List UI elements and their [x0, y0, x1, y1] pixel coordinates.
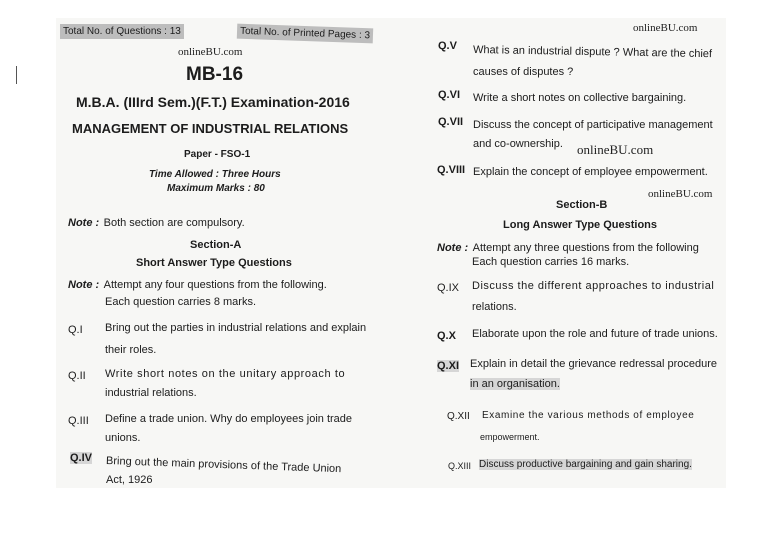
question-number: Q.II: [68, 370, 86, 382]
question-text: Elaborate upon the role and future of trade unions.: [472, 328, 718, 340]
question-number: Q.V: [438, 40, 457, 52]
section-b-title: Section-B: [556, 199, 608, 211]
general-note: [68, 213, 245, 231]
question-text: in an organisation.: [470, 378, 560, 390]
question-number: Q.XIII: [448, 461, 472, 471]
time-allowed: Time Allowed : Three Hours: [149, 169, 281, 180]
question-number: Q.XII: [447, 411, 470, 422]
question-text: Discuss productive bargaining and gain sharing.: [479, 459, 692, 470]
note-label: Note :: [437, 242, 469, 254]
subject-title: MANAGEMENT OF INDUSTRIAL RELATIONS: [72, 121, 349, 136]
question-text: Discuss the different approaches to industrial: [472, 280, 715, 292]
total-questions-label: Total No. of Questions : 13: [60, 24, 184, 39]
maximum-marks: Maximum Marks : 80: [167, 183, 265, 194]
question-number: Q.XI: [437, 360, 460, 372]
note-label: Note :: [68, 279, 100, 291]
question-text: empowerment.: [480, 432, 540, 442]
site-watermark: onlineBU.com: [633, 22, 698, 34]
question-number: Q.III: [68, 415, 89, 427]
question-number: Q.IX: [437, 282, 460, 294]
note-line: Attempt any four questions from the following.: [103, 279, 327, 291]
question-text: Write a short notes on collective bargaining.: [473, 92, 687, 104]
note-text: Both section are compulsory.: [103, 217, 245, 229]
question-text: their roles.: [105, 344, 157, 356]
note-line: Each question carries 8 marks.: [105, 296, 257, 308]
site-watermark: onlineBU.com: [648, 188, 713, 200]
question-text: relations.: [472, 301, 517, 313]
course-code: MB-16: [186, 64, 244, 85]
section-b-subtitle: Long Answer Type Questions: [503, 219, 658, 231]
note-line: Attempt any three questions from the following: [472, 242, 699, 254]
section-a-note: [68, 275, 327, 293]
note-label: Note :: [68, 217, 100, 229]
question-text: Discuss the concept of participative management: [473, 119, 713, 131]
question-number: Q.VI: [438, 89, 461, 101]
section-b-note: [437, 238, 699, 256]
note-line: Each question carries 16 marks.: [472, 256, 630, 268]
question-text: Bring out the parties in industrial relations and explain: [105, 322, 367, 334]
exam-title: M.B.A. (IIIrd Sem.)(F.T.) Examination-2016: [76, 94, 350, 110]
question-text: causes of disputes ?: [473, 66, 574, 78]
question-number: Q.VII: [438, 116, 464, 128]
question-text: Act, 1926: [106, 474, 153, 486]
question-text: unions.: [105, 432, 141, 444]
total-pages-label: Total No. of Printed Pages : 3: [237, 24, 374, 44]
question-text: Write short notes on the unitary approach to: [105, 368, 346, 380]
question-number: Q.VIII: [437, 164, 466, 176]
question-number: Q.I: [68, 324, 83, 336]
section-a-subtitle: Short Answer Type Questions: [136, 257, 292, 269]
question-text: Bring out the main provisions of the Trade Union: [105, 455, 342, 476]
question-text: and co-ownership.: [473, 138, 563, 150]
site-watermark: onlineBU.com: [178, 46, 243, 58]
question-text: Explain in detail the grievance redressal procedure: [470, 358, 718, 370]
question-text: Explain the concept of employee empowerment.: [473, 166, 708, 178]
question-text: Define a trade union. Why do employees join trade: [105, 413, 353, 425]
paper-code: Paper - FSO-1: [184, 149, 251, 160]
question-text: What is an industrial dispute ? What are the chief: [472, 44, 713, 61]
question-text: industrial relations.: [105, 387, 197, 399]
question-text: Examine the various methods of employee: [482, 410, 695, 421]
margin-mark: [16, 66, 17, 84]
section-a-title: Section-A: [190, 239, 242, 251]
question-number: Q.X: [437, 330, 456, 342]
question-number: Q.IV: [70, 452, 93, 464]
site-watermark: onlineBU.com: [577, 142, 654, 157]
